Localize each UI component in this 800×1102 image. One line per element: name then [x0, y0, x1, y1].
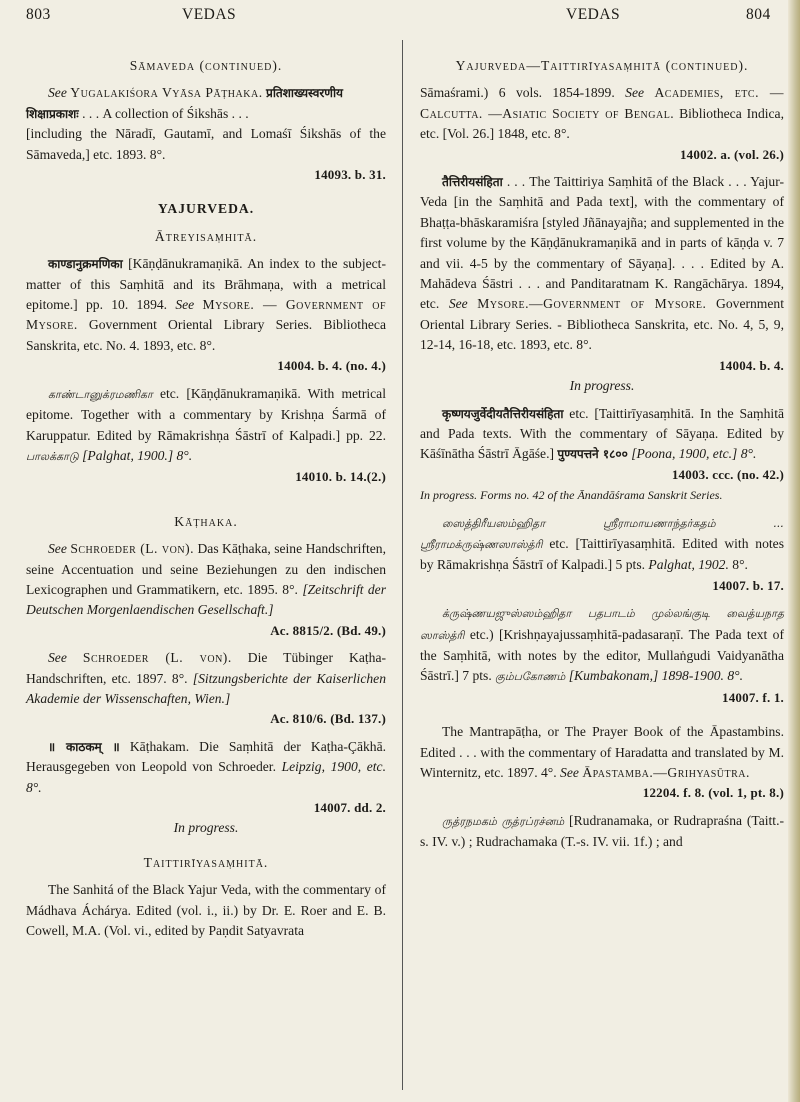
series: Bibliotheca Indica, etc. [Vol. 26.] 1848, etc. 8°.: [420, 105, 784, 142]
devanagari-title: प्रतिशाख्यस्वरणीय: [266, 86, 344, 101]
series: Government Oriental Library Series. - Bibliotheca Sanskrita, etc. No. 4, 5, 9, 12-14, 16-18, etc. 1893, etc. 8°.: [420, 296, 784, 353]
entry-text: . . . A collection of Śikshās . . .: [82, 105, 249, 121]
shelfmark: 14007. b. 17.: [712, 577, 784, 593]
entry-body: Sāmaśrami.) 6 vols. 1854-1899.: [420, 85, 615, 101]
devanagari-title: तैत्तिरीयसंहिता: [442, 175, 503, 190]
continued-heading: Yajurveda—Taittirīyasaṃhitā (continued).: [455, 58, 749, 73]
cross-ref-name: Schroeder (L. von).: [82, 650, 232, 666]
entry-body: [including the Nāradī, Gautamī, and Lomaśī Śikshās of the Sāmaveda,] etc. 1893. 8°.: [26, 126, 386, 162]
entry-sanhita-roer: [26, 880, 386, 941]
see-ref: See: [48, 650, 67, 666]
shelfmark: 14093. b. 31.: [314, 167, 386, 183]
entry-body: etc. [Kāṇḍānukramaṇikā. With metrical epitome. Together with a commentary by Krishṇa Śarmā of Karuppatur. Edited by Rāmakrishṇa Śāstrī of Kalpadi.] pp. 22.: [26, 385, 386, 443]
subsection-heading-taittiriya: Taittirīyasaṃhitā.: [143, 854, 269, 870]
place-date: [Poona, 1900, etc.] 8°.: [631, 446, 757, 462]
shelfmark: 14010. b. 14.(2.): [295, 469, 386, 485]
entry-rudranamaka: [420, 811, 784, 853]
entry-body: [Taittirīyasaṃhitā. Edited with notes by Rāmakrishṇa Śāstrī of Kalpadi.] 5 pts.: [420, 535, 784, 573]
entry-schroeder-1: [26, 539, 386, 641]
running-head-left: VEDAS: [182, 6, 237, 23]
tamil-etc: etc.: [549, 535, 569, 551]
format: 8°.: [732, 557, 748, 573]
cross-ref-name: Schroeder (L. von).: [70, 541, 195, 557]
entry-body: The Mantrapāṭha, or The Prayer Book of the Āpastambins. Edited . . . with the commentary of Haradatta and translated by M. Winternitz, etc. 1897. 4°.: [420, 724, 784, 780]
entry-body: Kāṭhakam. Die Saṃhitā der Kaṭha-Çākhā. Herausgegeben von Leopold von Schroeder.: [26, 738, 387, 775]
devanagari-title-2: शिक्षाप्रकाशः: [26, 106, 79, 121]
section-heading-yajurveda: YAJURVEDA.: [157, 201, 255, 217]
cross-ref-name: Āpastamba.—Grihyasūtra.: [582, 765, 750, 780]
cross-ref-name: Yugalakiśora Vyāsa Pāṭhaka.: [70, 85, 263, 101]
entry-body: [Krishṇayajussaṃhitā-padasaraṇī. The Pada text of the Saṃhitā, with notes by the editor, Mullaṅgudi Vaidyanātha Śāstrī.] 7 pts.: [420, 626, 784, 684]
entry-taittiriya-palghat: [420, 513, 784, 597]
entry-body: The Sanhitá of the Black Yajur Veda, with the commentary of Mádhava Áchárya. Edited (vol. i., ii.) by Dr. E. Roer and E. B. Cowell, M.A. (Vol. vi., edited by Paṇdit Satyavrata: [26, 882, 386, 939]
see-ref: See: [448, 296, 468, 312]
continued-heading: Sāmaveda (continued).: [129, 58, 283, 73]
place-date: Palghat, 1902.: [648, 557, 729, 573]
entry-taittiriya-poona: [420, 404, 784, 506]
journal: [Zeitschrift der Deutschen Morgenlaendischen Gesellschaft.]: [26, 581, 387, 618]
progress-note: In progress. Forms no. 42 of the Ānandāśrama Sanskrit Series.: [420, 488, 723, 503]
tamil-title: ஸைத்திரீயஸம்ஹிதா ஸ்ரீராமாயணாந்தர்கதம் ... ஸ்ரீராமக்ருஷ்ணஸாஸ்த்ரி: [420, 516, 784, 551]
cross-ref-name: Mysore. — Government of Mysore.: [26, 297, 386, 333]
entry-taittiriya-samhita: [420, 172, 784, 396]
devanagari-place: पुण्यपत्तने १८००: [557, 447, 628, 462]
cross-ref-name: Academies, etc. — Calcutta. —Asiatic Society of Bengal.: [420, 85, 784, 121]
shelfmark: 12204. f. 8. (vol. 1, pt. 8.): [642, 785, 784, 801]
devanagari-title: कृष्णयजुर्वेदीयतैत्तिरीयसंहिता: [442, 406, 564, 421]
place-date: [Kumbakonam,] 1898-1900. 8°.: [568, 668, 743, 684]
series: Government Oriental Library Series. Bibliotheca Sanskrita, etc. No. 4. 1893, etc. 8°.: [26, 317, 386, 353]
entry-padasarani: [420, 603, 784, 708]
shelfmark: 14003. ccc. (no. 42.): [671, 466, 784, 482]
see-ref: See: [48, 541, 67, 557]
column-divider: [402, 40, 403, 1090]
tamil-title: ருத்ரநமகம் ருத்ரப்ரச்னம்: [442, 814, 565, 828]
subsection-heading-kathaka: Kāṭhaka.: [174, 513, 238, 529]
entry-schroeder-2: [26, 648, 386, 730]
tamil-etc: etc.): [469, 626, 494, 642]
shelfmark: 14007. dd. 2.: [313, 800, 386, 815]
devanagari-title: काण्डानुक्रमणिका: [48, 257, 123, 272]
devanagari-title: ॥ काठकम् ॥: [48, 739, 120, 754]
see-ref: See: [560, 765, 579, 780]
entry-body: [Rudranamaka, or Rudrapraśna (Taitt.-s. IV. v.) ; Rudrachamaka (T.-s. IV. vii. 1f.) ; and: [420, 812, 785, 850]
entry-kandanukramanika-tamil: [26, 384, 386, 488]
entry-yugalakisora: [26, 83, 386, 185]
place-date: Leipzig, 1900, etc. 8°.: [26, 759, 386, 795]
entry-body: Das Kāṭhaka, seine Handschriften, seine Accentuation und seine Beziehungen zu den indischen Lexicographen und Grammatikern, etc. 1895. 8°.: [26, 541, 386, 597]
journal: [Sitzungsberichte der Kaiserlichen Akademie der Wissenschaften, Wien.]: [26, 670, 386, 706]
tamil-title: காண்டானுக்ரமணிகா: [48, 387, 153, 401]
entry-samasrami: [420, 83, 784, 165]
status-note: In progress.: [569, 378, 635, 394]
entry-body: Die Tübinger Kaṭha-Handschriften, etc. 1897. 8°.: [26, 650, 387, 686]
entry-mantrapatha: [420, 722, 784, 804]
entry-kathakam: [26, 737, 386, 839]
entry-body: [Kāṇḍānukramaṇikā. An index to the subject-matter of this Saṃhitā and its Brāhmaṇa, with a metrical epitome.] pp. 10. 1894.: [26, 256, 386, 313]
tamil-title: க்ருஷ்ணயஜுஸ்ஸம்ஹிதா பதபாடம் முல்லங்குடி வைத்யநாத ஸாஸ்த்ரி: [420, 607, 784, 642]
status-note: In progress.: [173, 820, 239, 836]
entry-body: . . . The Taittiriya Saṃhitā of the Black . . . Yajur-Veda [in the Saṃhitā and Pada text], with the commentary of Bhaṭṭa-bhāskaramiśra [styled Jñānayajña; and supplemented in the first volume by the Kāṇḍānukramaṇikā and in parts of kāṇḍa v. 7 and vii. 4-5 by the commentary of Sāyaṇa]. . . . Edited by A. Mahādeva Śāstri . . . and Panditaratnam K. Rangāchārya. 1894, etc.: [420, 174, 784, 312]
see-ref: See: [625, 85, 645, 101]
shelfmark: 14004. b. 4.: [719, 357, 784, 373]
shelfmark: Ac. 8815/2. (Bd. 49.): [270, 622, 386, 638]
cross-ref-name: Mysore.—Government of Mysore.: [477, 296, 707, 312]
shelfmark: 14004. b. 4. (no. 4.): [277, 358, 386, 374]
entry-kandanukramanika: [26, 254, 386, 376]
tamil-place: பாலக்காடு: [26, 449, 79, 463]
shelfmark: Ac. 810/6. (Bd. 137.): [270, 711, 386, 727]
subsection-heading-atreyi: Ātreyisaṃhitā.: [154, 228, 258, 244]
right-column: [420, 56, 784, 853]
page-number-left: 803: [26, 6, 51, 23]
page-edge: [788, 0, 800, 1102]
shelfmark: 14007. f. 1.: [722, 689, 784, 705]
shelfmark: 14002. a. (vol. 26.): [679, 146, 784, 162]
running-head-right: VEDAS: [566, 6, 621, 23]
left-column: [26, 56, 386, 941]
tamil-place: கும்பகோணம்: [495, 670, 566, 684]
entry-body: etc. [Taittirīyasaṃhitā. In the Saṃhitā and Pada texts. With the commentary of Sāyaṇa. Edited by Kāśīnātha Śāstrī Āgāśe.]: [420, 405, 785, 462]
see-ref: See: [175, 297, 195, 313]
place-date: [Palghat, 1900.] 8°.: [82, 447, 193, 463]
see-ref: See: [48, 85, 67, 101]
page-number-right: 804: [746, 6, 771, 23]
